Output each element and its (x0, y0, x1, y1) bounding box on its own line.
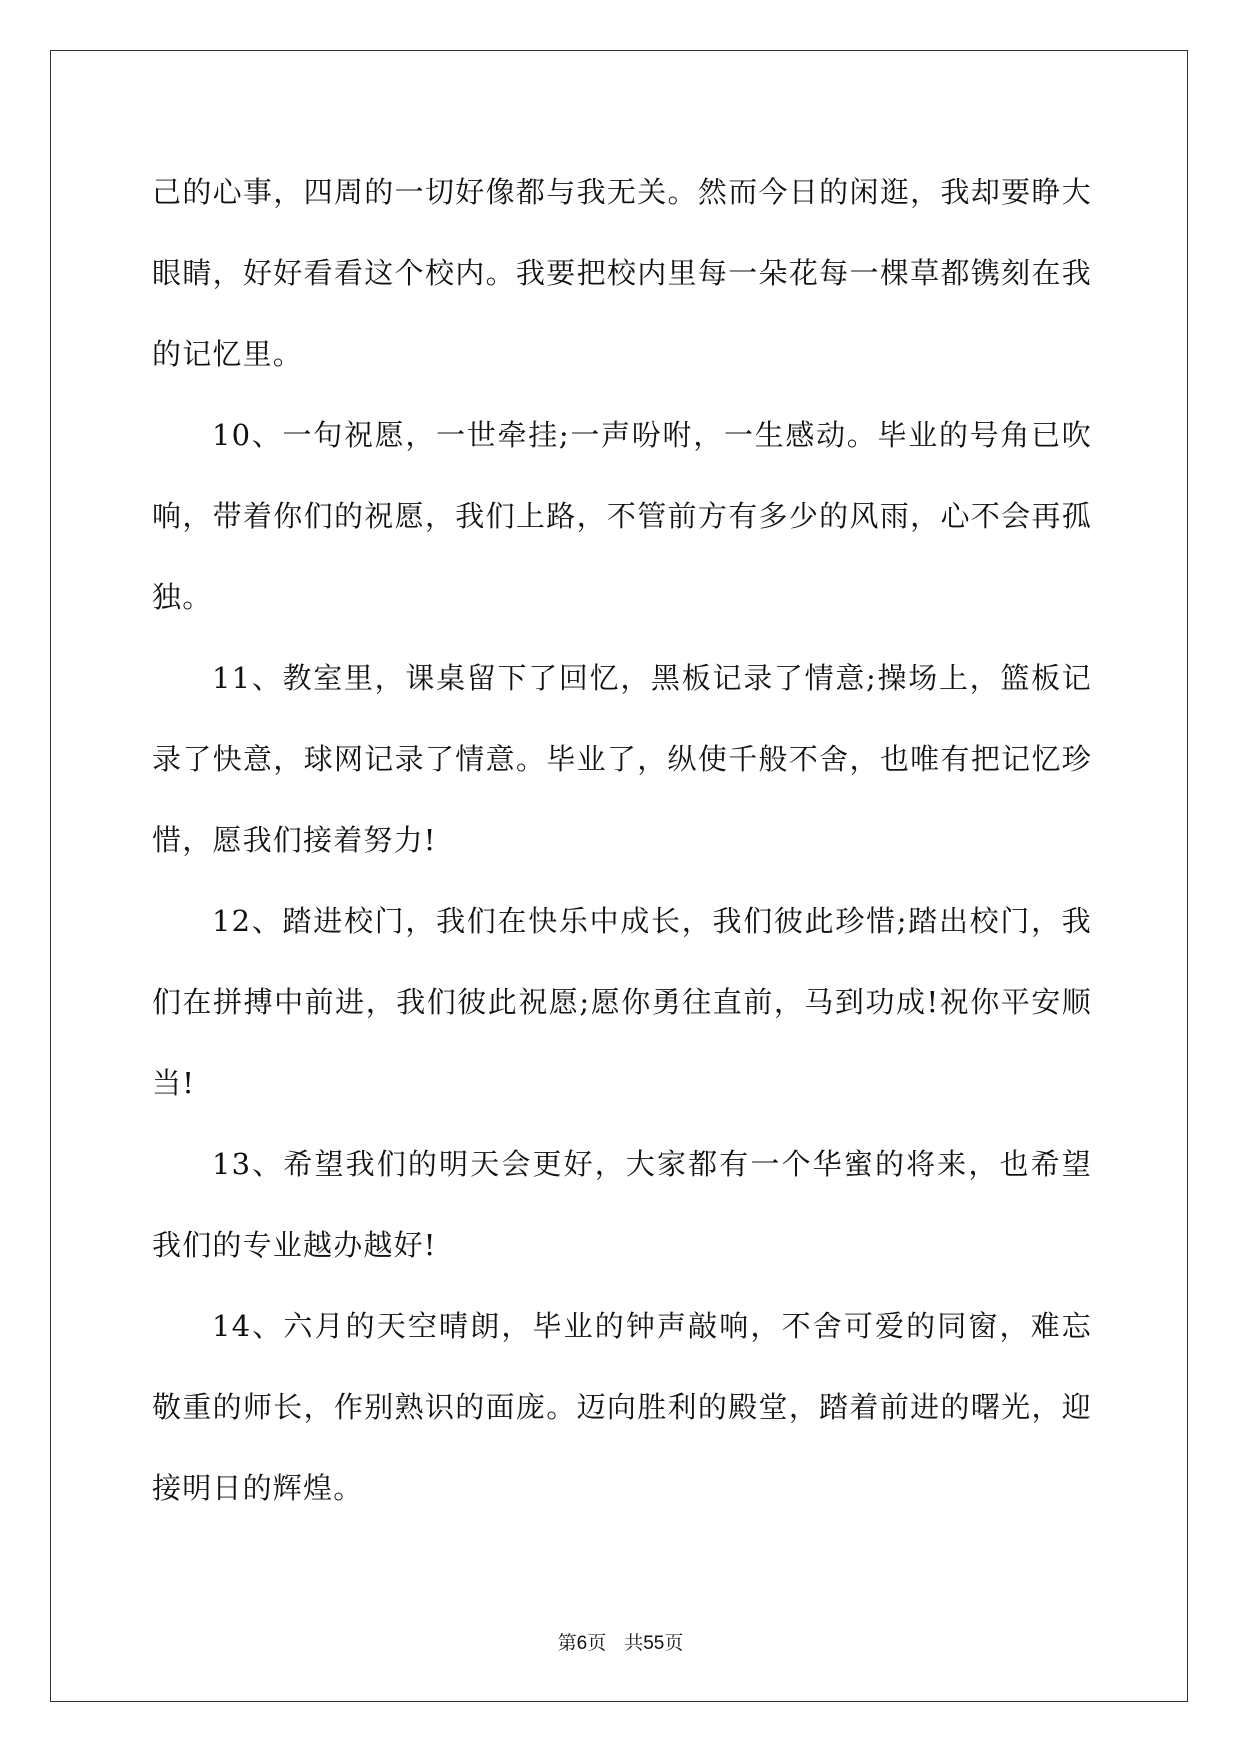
total-pages-number: 55 (643, 1633, 665, 1654)
document-body (152, 152, 1092, 1529)
page-footer (0, 1631, 1241, 1656)
paragraph-item-13: 13、希望我们的明天会更好，大家都有一个华蜜的将来，也希望我们的专业越办越好! (152, 1147, 1092, 1262)
paragraph-item-11: 11、教室里，课桌留下了回忆，黑板记录了情意;操场上，篮板记录了快意，球网记录了情意。毕业了，纵使千般不舍，也唯有把记忆珍惜，愿我们接着努力! (152, 661, 1092, 857)
paragraph-continuation: 己的心事，四周的一切好像都与我无关。然而今日的闲逛，我却要睁大眼睛，好好看看这个校内。我要把校内里每一朵花每一棵草都镌刻在我的记忆里。 (152, 175, 1092, 371)
paragraph-item-10: 10、一句祝愿，一世牵挂;一声吩咐，一生感动。毕业的号角已吹响，带着你们的祝愿，我们上路，不管前方有多少的风雨，心不会再孤独。 (152, 418, 1092, 614)
paragraph-item-14: 14、六月的天空晴朗，毕业的钟声敲响，不舍可爱的同窗，难忘敬重的师长，作别熟识的面庞。迈向胜利的殿堂，踏着前进的曙光，迎接明日的辉煌。 (152, 1309, 1092, 1505)
current-page-number: 6 (576, 1633, 588, 1654)
page-number-label: 第6页 (557, 1632, 607, 1654)
total-pages-label: 共55页 (624, 1632, 684, 1654)
paragraph-item-12: 12、踏进校门，我们在快乐中成长，我们彼此珍惜;踏出校门，我们在拼搏中前进，我们彼此祝愿;愿你勇往直前，马到功成!祝你平安顺当! (152, 904, 1092, 1100)
